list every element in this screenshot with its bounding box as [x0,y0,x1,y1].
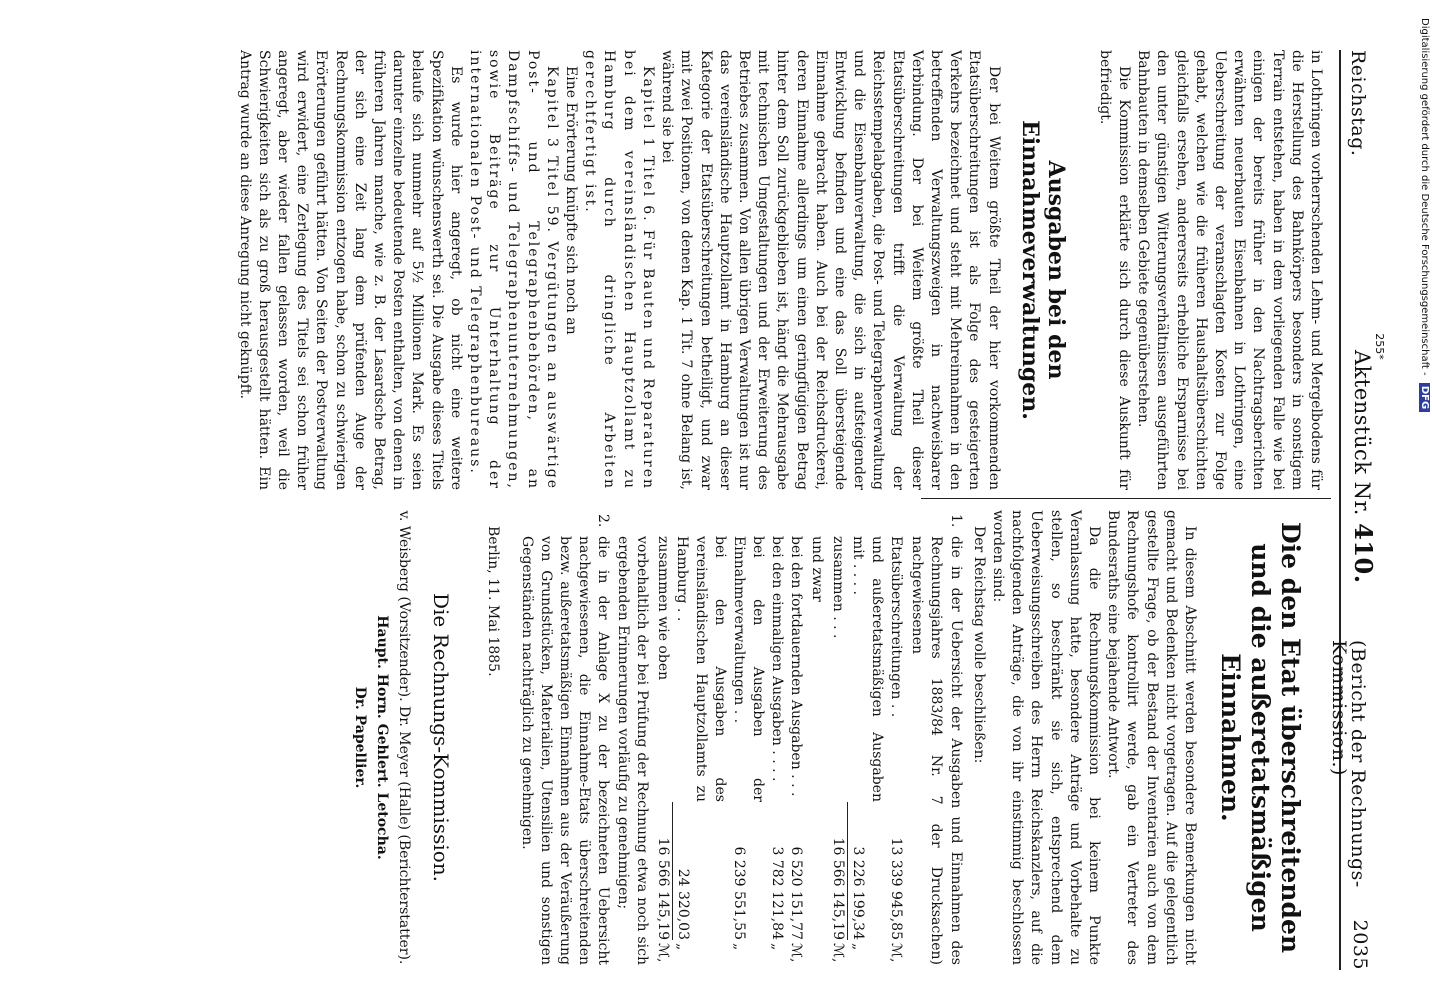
sum-unit: ℳ, [887,943,904,963]
page-mark: 255* [1372,333,1386,360]
und-zwar: und zwar [809,536,826,602]
left-paragraph-7: Es wurde hier angeregt, ob nicht eine weitere Spezifikation wünschenswerth sei. Die Ausgabe dieses Titels belaufe sich nunmehr auf 5½ Millionen Mark. Es seien darunter einzelne bedeutende Posten enthalten, von denen in früheren Jahren manche, wie z. B. der Lasardsche Betrag, der sich eine Zeit lang dem prüfenden Auge der Rechnungskommission entzogen habe, schon zu schwierigen Erörterungen geführt hätten. Von Seiten der Postverwaltung wird erwidert, eine Zerlegung des Titels sei schon früher angeregt, aber wieder fallen gelassen worden, weil die Schwierigkeiten sich als zu groß herausgestellt hätten. Ein Antrag wurde an diese Anregung nicht geknüpft. [236,50,464,490]
header-center [1349,350,1378,584]
left-paragraph-3: Der bei Weitem größte Theil der hier vorkommenden Etatsüberschreitungen ist als Folge des gesteigerten Verkehrs bezeichnet und steht mit Mehreinnahmen in den betreffenden Verwaltungszweigen in nachweisbarer Verbindung. Der bei Weitem größte Theil dieser Etatsüberschreitungen trifft die Verwaltung der Reichsstempelabgaben, die Post- und Telegraphenverwaltung und die Eisenbahnverwaltung, die sich in aufsteigender Entwicklung befinden und eine das Soll übersteigende Einnahme gebracht haben. Auch bei der Reichsdruckerei, deren Einnahme allerdings um einen geringfügigen Betrag hinter dem Soll zurückgeblieben ist, hängt die Mehrausgabe mit technischen Umgestaltungen und der Erweiterung des Betriebes zusammen. Von allen übrigen Verwaltungen ist nur das vereinsländische Hauptzollamt in Hamburg an dieser Kategorie der Etatsüberschreitungen betheiligt, und zwar mit zwei Positionen, von denen Kap. 1 Tit. 7 ohne Belang ist, während sie bei [659,50,1002,490]
sum-row [729,536,767,965]
sum-value: 16 566 145,19 [828,802,848,940]
sum-unit: „ [731,943,748,951]
digitization-text: Digitalisierung gefördert durch die Deutsche Forschungsgemeinschaft - [1419,18,1430,376]
sum-unit: ℳ, [830,943,847,963]
header-document-label: Aktenstück Nr. [1350,350,1374,516]
sum-unit: „ [674,943,691,951]
commission-members [349,510,415,965]
sum-value: 13 339 945,85 [887,837,904,940]
sum-label: zusammen . . . [830,536,847,639]
left-paragraph-6: Kapitel 3 Titel 59. Vergütungen an auswärtige Post- und Telegraphenbehörden, an Dampfschiffs- und Telegraphenunternehmungen, sowie Beiträge zur Unterhaltung der internationalen Post- und Telegraphenbureaus. [467,50,560,490]
place-date: Berlin, 11. Mai 1885. [485,526,502,677]
members-line-2: Haupt. Horn. Gehlert. Letocha. [374,615,391,860]
resolution-intro: Der Reichstag wolle beschließen: [970,526,987,764]
sum-label: bei den fortdauernden Ausgaben . . . [788,536,805,797]
left-column [234,50,1325,490]
sum-label: und außeretatsmäßigen Ausgaben mit . . . . [849,536,885,802]
page-number: 2035 [1349,919,1371,970]
commission-title: Die Rechnungs-Kommission. [429,592,454,883]
digitization-note [1418,10,1432,1000]
sum-label: zusammen wie oben [654,536,671,681]
item-number: 1. [947,514,964,528]
document-page [55,10,1395,990]
sum-value: 6 239 551,55 [731,846,748,940]
sum-value: 3 782 121,84 [769,846,786,940]
left-paragraph-4: Kapitel 1 Titel 6. Für Bauten und Reparaturen bei dem vereinsländischen Hauptzollamt zu Hamburg durch dringliche Arbeiten gerechtfertigt ist. [582,50,656,490]
header-left: Reichstag. [1347,50,1369,157]
item-tail: vorbehaltlich der bei Prüfung der Rechnung etwa noch sich ergebenden Erinnerungen vorläufig zu genehmigen; [614,536,650,965]
right-column [349,510,1325,965]
sum-unit: „ [769,943,786,951]
section-heading: Ausgaben bei den Einnahmeverwaltungen. [1016,120,1069,420]
sum-label: bei den einmaligen Ausgaben . . . . [769,536,786,782]
item-text: die in der Uebersicht der Ausgaben und Einnahmen des Rechnungsjahres 1883/84 Nr. 7 der Drucksachen) nachgewiesenen [909,536,964,965]
dfg-logo: DFG [1419,383,1430,412]
resolution-list [516,510,964,965]
resolution-item-2 [516,510,612,965]
sum-row [828,536,848,965]
sum-value: 24 320,03 [674,868,691,940]
sums-table-b [653,536,806,965]
item-text: die in der Anlage X zu der bezeichneten Uebersicht nachgewiesenen, die Einnahme-Etats überschreitenden bezw. außeretatsmäßigen Einnahmen aus der Veräußerung von Grundstücken, Materialien, Utensilien und sonstigen Gegenständen nachträglich zu genehmigen. [518,536,612,965]
page-header [1327,50,1378,970]
right-paragraph-1: In diesem Abschnitt werden besondere Bemerkungen nicht gemacht und Bedenken nicht vorgetragen. Auf die gelegentlich gestellte Frage, ob der Bestand der Inventarien auch von dem Rechnungshofe kontrollirt werde, gab ein Vertreter des Bundesraths eine bejahende Antwort. [1105,510,1198,965]
sum-unit: ℳ, [788,943,805,963]
column-divider [921,498,1331,499]
sum-row [653,536,673,965]
resolution-item-1 [612,510,964,965]
members-line-1: v. Weisberg (Vorsitzender). Dr. Meyer (Halle) (Berichterstatter). [396,510,413,965]
sum-row [786,536,805,965]
header-document-number: 410. [1349,523,1378,584]
sum-label: Etatsüberschreitungen . . [887,536,904,718]
sum-label: bei den Ausgaben des vereinsländischen Hauptzollamts zu Hamburg . . [674,536,729,802]
sums-table-a [828,536,905,965]
sum-value: 6 520 151,77 [788,846,805,940]
sum-unit: ℳ, [654,943,671,963]
left-paragraph-2: Die Kommission erklärte sich durch diese Auskunft für befriedigt. [1096,50,1132,490]
sum-value: 3 226 199,34 [850,846,867,940]
header-right: (Bericht der Rechnungs-Kommission.) [1327,640,1369,888]
sum-label: bei den Ausgaben der Einnahmeverwaltungen . . [731,536,767,802]
left-paragraph-1: in Lothringen vorherrschenden Lehm- und Mergelbodens für die Herstellung des Bahnkörpers besonders in sonstigem Terrain entstehen, haben in dem vorliegenden Falle wie bei einigen der bereits früher in den Nachtragsberichten erwähnten neuerbauten Eisenbahnen in Lothringen, eine Ueberschreitung der veranschlagten Kosten zur Folge gehabt, welchen wie die früheren Haushaltsüberschichten gleichfalls ersehen, andererseits erhebliche Ersparnisse bei den unter günstigen Witterungsverhältnissen ausgeführten Bahnbauten in demselben Gebiete gegenüberstehen. [1135,50,1324,490]
members-line-3: Dr. Papellier. [352,686,369,789]
sum-value: 16 566 145,19 [653,802,673,940]
sum-unit: „ [849,943,866,951]
sum-row [767,536,786,965]
right-title: Die den Etat überschreitenden und die außeretatsmäßigen Einnahmen. [1216,521,1305,954]
left-paragraph-5: Eine Erörterung knüpfte sich noch an [563,66,580,335]
sum-row [886,536,905,965]
sum-row [848,536,886,965]
item-number: 2. [595,514,612,528]
right-paragraph-2: Da die Rechnungskommission bei keinem Punkte Veranlassung hatte, besondere Anträge und Vorbehalte zu stellen, so beschränkt sie sich, entsprechend dem Ueberweisungsschreiben des Herrn Reichskanzlers, auf die nachfolgenden Anträge, die von ihr einstimmig beschlossen worden sind: [989,510,1102,965]
sum-row [672,536,729,965]
